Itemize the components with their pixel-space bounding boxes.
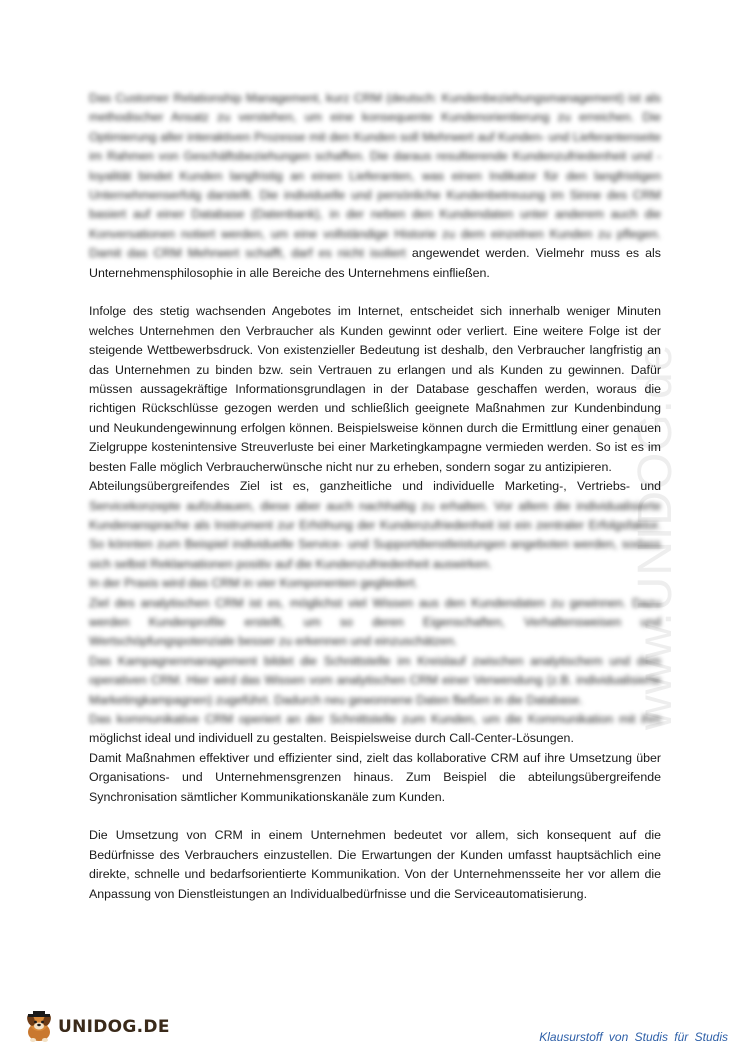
paragraph-goal bbox=[89, 477, 661, 574]
visible-text: Abteilungsübergreifendes Ziel ist es, ganzheitliche und individuelle Marketing-, Vertriebs- und bbox=[89, 479, 661, 494]
paragraph-internet: Infolge des stetig wachsenden Angebotes im Internet, entscheidet sich innerhalb weniger Minuten welches Unternehmen den Verbraucher als Kunden gewinnt oder verliert. Eine weitere Folge ist der steigende Wettbewerbsdruck. Von existenzieller Bedeutung ist deshalb, den Verbraucher langfristig an das Unternehmen zu binden bzw. sein Vertrauen zu erlangen und als Kunden zu gewinnen. Dafür müssen aussagekräftige Informationsgrundlagen in der Database geschaffen werden, woraus die richtigen Rückschlüsse gezogen werden und schließlich geeignete Maßnahmen zur Kundenbindung und Neukundengewinnung erfolgen können. Beispielsweise können durch die Ermittlung einer genauen Zielgruppe kostenintensive Streuverluste bei einer Marketingkampagne vermieden werden. So ist es im besten Falle möglich Verbraucherwünsche nicht nur zu erheben, sondern sogar zu antizipieren. bbox=[89, 304, 661, 474]
footer-tagline: Klausurstoff von Studis für Studis bbox=[539, 1030, 728, 1044]
paragraph-components: In der Praxis wird das CRM in vier Komponenten gegliedert. bbox=[89, 576, 419, 591]
logo-text: UNIDOG.DE bbox=[58, 1017, 170, 1037]
blurred-text: Servicekonzepte aufzubauen, diese aber auch nachhaltig zu erhalten. Vor allem die individualisierte Kundenansprache als Instrument zur Erhöhung der Kundenzufriedenheit ist ein zentraler Erfolgsfaktor. So könnten zum Beispiel individuelle Service- und Supportdienstleistungen angeboten werden, sodass sich selbst Reklamationen positiv auf die Kundenzufriedenheit auswirken. bbox=[89, 498, 661, 571]
visible-text: angewendet werden. Vielmehr muss es als Unternehmensphilosophie in alle Bereiche des Unternehmens einfließen. bbox=[89, 246, 661, 280]
blurred-text: Das Customer Relationship Management, kurz CRM (deutsch: Kundenbeziehungsmanagement) ist als methodischer Ansatz zu verstehen, um eine konsequente Kundenorientierung zu erreichen. Die Optimierung aller interaktiven Prozesse mit den Kunden soll Mehrwert auf Kunden- und Lieferantenseite im Rahmen von Geschäftsbeziehungen schaffen. Die daraus resultierende Kundenzufriedenheit und -loyalität bindet Kunden langfristig an einen Lieferanten, was einen Indikator für den langfristigen Unternehmenserfolg darstellt. Die individuelle und persönliche Kundenbetreuung im Sinne des CRM basiert auf einer Database (Datenbank), in der neben den Kundendaten unter anderem auch die Konversationen notiert werden, um eine vollständige Historie zu dem einzelnen Kunden zu pflegen. Damit das CRM Mehrwert schafft, darf es nicht isoliert bbox=[89, 91, 661, 261]
dog-mascot-icon bbox=[22, 1010, 56, 1044]
watermark: www.UNIDOG.de bbox=[629, 343, 682, 730]
paragraph-analytical-crm: Ziel des analytischen CRM ist es, möglichst viel Wissen aus den Kundendaten zu gewinnen. Dazu werden Kundenprofile erstellt, um so deren Eigenschaften, Verhaltensweisen und Wertschöpfungspotenziale besser zu erkennen und einzuschätzen. bbox=[89, 595, 661, 649]
visible-text: möglichst ideal und individuell zu gestalten. Beispielsweise durch Call-Center-Lösungen. bbox=[89, 731, 574, 746]
paragraph-campaign-management: Das Kampagnenmanagement bildet die Schnittstelle im Kreislauf zwischen analytischem und dem operativen CRM. Hier wird das Wissen vom analytischen CRM einer Verwendung (z.B. individualisierte Marketingkampagnen) zugeführt. Dadurch neu gewonnene Daten fließen in die Database. bbox=[89, 653, 661, 707]
paragraph-communicative-crm bbox=[89, 710, 661, 749]
paragraph-collaborative-crm: Damit Maßnahmen effektiver und effizienter sind, zielt das kollaborative CRM auf ihre Umsetzung über Organisations- und Unternehmensgrenzen hinaus. Zum Beispiel die abteilungsübergreifende Synchronisation sämtlicher Kommunikationskanäle zum Kunden. bbox=[89, 750, 661, 804]
paragraph-intro bbox=[89, 89, 661, 283]
unidog-logo bbox=[22, 1010, 170, 1044]
paragraph-conclusion: Die Umsetzung von CRM in einem Unternehmen bedeutet vor allem, sich konsequent auf die Bedürfnisse des Verbrauchers einzustellen. Die Erwartungen der Kunden umfasst hauptsächlich eine direkte, schnelle und bedarfsorientierte Kommunikation. Von der Unternehmensseite her vor allem die Anpassung von Dienstleistungen an Individualbedürfnisse und die Serviceautomatisierung. bbox=[89, 828, 661, 901]
blurred-text: Das kommunikative CRM operiert an der Schnittstelle zum Kunden, um die Kommunikation mit ihm bbox=[89, 711, 661, 726]
document-body bbox=[89, 89, 661, 904]
